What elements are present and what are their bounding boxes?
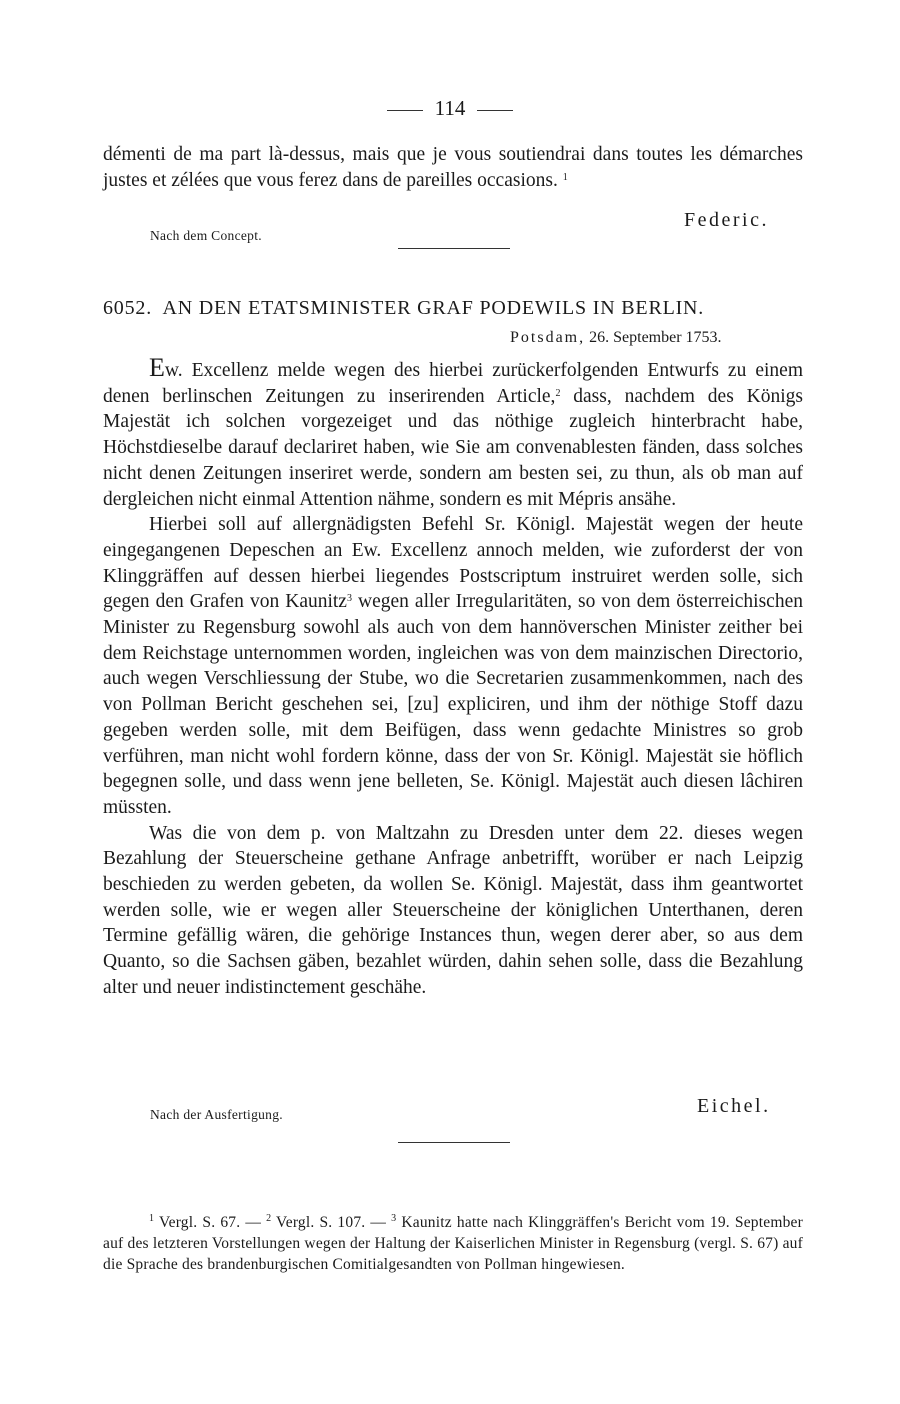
- paragraph-2-text-a: Hierbei soll auf allergnädigsten Befehl Sr. Königl. Majestät wegen der heute eingegangenen Depeschen an Ew. Excellenz annoch melden, wie zuforderst der von Klinggräffen auf dessen hierbei liegendes Postscriptum instruiret werden solle, sich gegen den Grafen von Kaunitz: [103, 514, 803, 613]
- source-note-concept: Nach dem Concept.: [150, 228, 262, 243]
- previous-letter-body: démenti de ma part là-dessus, mais que je vous soutiendrai dans toutes les démarches justes et zélées que vous ferez dans de pareilles occasions.: [103, 144, 803, 191]
- footnote-ref-1: 1: [562, 171, 568, 183]
- paragraph-1-text-b: dass, nachdem des Königs Majestät ich solchen vorgezeiget und das nöthige zugleich hinterbracht habe, Höchstdieselbe darauf declariret haben, wie Sie am convenablesten fänden, dass solches nicht denen Zeitungen inseriret werde, sondern am besten sei, zu thun, als ob man auf dergleichen nicht einmal Attention nähme, sondern es mit Mépris ansähe.: [103, 385, 803, 510]
- signature-federic: Federic.: [684, 209, 769, 231]
- footnote-divider: [398, 1142, 510, 1143]
- letter-body: [103, 355, 803, 1001]
- letter-paragraph-1: [103, 355, 803, 512]
- header-dash-right: [477, 110, 513, 111]
- footnote-text: [103, 1212, 803, 1275]
- letter-date: 26. September 1753.: [589, 329, 722, 346]
- letter-title: AN DEN ETATSMINISTER GRAF PODEWILS IN BERLIN.: [162, 297, 705, 319]
- footnote-2-marker: 2: [266, 1213, 272, 1224]
- letter-heading: [103, 297, 803, 320]
- previous-letter-ending: [103, 142, 803, 193]
- previous-letter-text: [103, 142, 803, 193]
- footnote-2: Vergl. S. 107. —: [271, 1214, 392, 1231]
- page-header: [0, 96, 900, 121]
- footnote-3-marker: 3: [391, 1213, 397, 1224]
- footnote-ref-2: 2: [555, 387, 561, 399]
- footnote-1: Vergl. S. 67. —: [154, 1214, 267, 1231]
- footnote-3: Kaunitz hatte nach Klinggräffen's Bericht vom 19. September auf des letzteren Vorstellungen wegen der Haltung der Kaiserlichen Minister in Regensburg (vergl. S. 67) auf die Sprache des brandenburgischen Comitialgesandten von Pollman hingewiesen.: [103, 1214, 803, 1273]
- footnote-ref-3: 3: [346, 593, 352, 605]
- letter-dateline: [510, 329, 722, 347]
- header-dash-left: [387, 110, 423, 111]
- source-note-ausfertigung: Nach der Ausfertigung.: [150, 1107, 283, 1122]
- letter-paragraph-2: [103, 512, 803, 820]
- paragraph-2-text-b: wegen aller Irregularitäten, so von dem österreichischen Minister zu Regensburg sowohl als auch von dem hannöverschen Minister zeither bei dem Reichstage unternommen worden, ingleichen was von dem mainzischen Directorio, auch wegen Verschliessung der Stube, wo die Secretarien zusammenkommen, nach des von Pollman Bericht geschehen sei, [zu] expliciren, und ihm der nöthige Stoff dazu gegeben werden solle, mit dem Beifügen, dass wenn gedachte Ministres so grob verführen, man nicht wohl fordern könne, dass der von Sr. Königl. Majestät sie höflich begegnen solle, und dass wenn jene belleten, Se. Königl. Majestät auch diesen lâchiren müssten.: [103, 591, 803, 818]
- page-number: 114: [434, 96, 466, 120]
- paragraph-1-text-a: w. Excellenz melde wegen des hierbei zurückerfolgenden Entwurfs zu einem denen berlinschen Zeitungen zu inserirenden Article,: [103, 360, 803, 407]
- letter-paragraph-3: Was die von dem p. von Maltzahn zu Dresden unter dem 22. dieses wegen Bezahlung der Steuerscheine gethane Anfrage anbetrifft, worüber er nach Leipzig beschieden zu werden gebeten, da wollen Se. Königl. Majestät, dass ihm geantwortet werden solle, wie er wegen aller Steuerscheine der königlichen Unterthanen, deren Termine gefällig wären, die gehörige Instances thun, wegen derer aber, so aus dem Quanto, so die Sachsen gäben, bezahlet würden, dahin sehen solle, dass die Bezahlung alter und neuer indistinctement geschähe.: [103, 822, 803, 998]
- footnotes: [103, 1212, 803, 1275]
- section-divider-top: [398, 248, 510, 249]
- letter-number: 6052.: [103, 297, 152, 319]
- letter-place: Potsdam,: [510, 329, 586, 346]
- signature-eichel: Eichel.: [697, 1095, 771, 1117]
- initial-letter: E: [149, 353, 165, 382]
- footnote-1-marker: 1: [149, 1213, 155, 1224]
